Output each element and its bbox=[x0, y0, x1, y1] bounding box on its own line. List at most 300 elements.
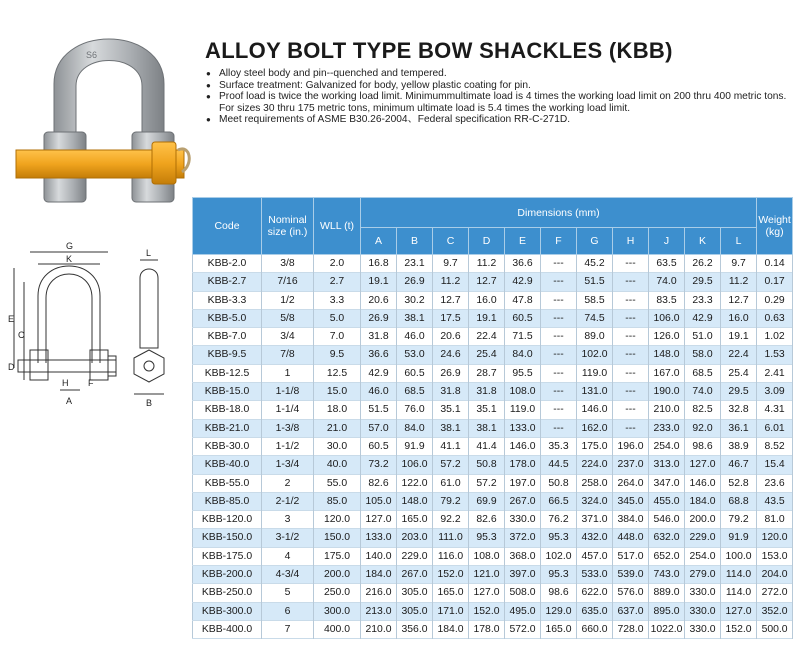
table-cell: 38.1 bbox=[397, 309, 433, 327]
feature-item: ● Alloy steel body and pin--quenched and tempered. bbox=[217, 68, 797, 80]
table-cell: 16.8 bbox=[361, 255, 397, 273]
table-cell: 1/2 bbox=[262, 291, 314, 309]
table-cell: 400.0 bbox=[314, 620, 361, 638]
cell-code: KBB-7.0 bbox=[193, 328, 262, 346]
table-row bbox=[193, 309, 793, 327]
table-cell: 347.0 bbox=[649, 474, 685, 492]
table-cell: 432.0 bbox=[577, 529, 613, 547]
table-cell: 133.0 bbox=[361, 529, 397, 547]
table-cell: 11.2 bbox=[469, 255, 505, 273]
table-cell: 79.2 bbox=[721, 511, 757, 529]
table-cell: 250.0 bbox=[314, 584, 361, 602]
table-row bbox=[193, 328, 793, 346]
table-cell: 1.02 bbox=[757, 328, 793, 346]
table-cell: 330.0 bbox=[685, 584, 721, 602]
table-cell: 150.0 bbox=[314, 529, 361, 547]
table-cell: 84.0 bbox=[397, 419, 433, 437]
table-cell: 66.5 bbox=[541, 492, 577, 510]
cell-code: KBB-5.0 bbox=[193, 309, 262, 327]
table-row bbox=[193, 529, 793, 547]
table-cell: 146.0 bbox=[505, 437, 541, 455]
table-cell: --- bbox=[613, 291, 649, 309]
table-cell: 622.0 bbox=[577, 584, 613, 602]
table-cell: 95.5 bbox=[505, 364, 541, 382]
shackle-photo bbox=[14, 14, 200, 204]
table-row bbox=[193, 437, 793, 455]
header-dim-c: C bbox=[433, 228, 469, 255]
table-cell: 41.4 bbox=[469, 437, 505, 455]
table-cell: 24.6 bbox=[433, 346, 469, 364]
table-cell: 572.0 bbox=[505, 620, 541, 638]
table-cell: 16.0 bbox=[469, 291, 505, 309]
table-cell: --- bbox=[541, 273, 577, 291]
header-dim-j: J bbox=[649, 228, 685, 255]
table-cell: 116.0 bbox=[433, 547, 469, 565]
table-cell: 7/8 bbox=[262, 346, 314, 364]
table-cell: 105.0 bbox=[361, 492, 397, 510]
table-cell: 129.0 bbox=[541, 602, 577, 620]
table-cell: 11.2 bbox=[721, 273, 757, 291]
table-cell: 41.1 bbox=[433, 437, 469, 455]
table-cell: 38.9 bbox=[721, 437, 757, 455]
table-cell: 52.8 bbox=[721, 474, 757, 492]
table-cell: --- bbox=[541, 255, 577, 273]
cell-code: KBB-18.0 bbox=[193, 401, 262, 419]
table-cell: 3/4 bbox=[262, 328, 314, 346]
shackle-marking: S6 bbox=[86, 50, 98, 60]
table-cell: 31.8 bbox=[433, 383, 469, 401]
table-cell: --- bbox=[613, 255, 649, 273]
table-cell: 330.0 bbox=[685, 620, 721, 638]
table-cell: 40.0 bbox=[314, 456, 361, 474]
table-cell: 305.0 bbox=[397, 602, 433, 620]
table-cell: 92.0 bbox=[685, 419, 721, 437]
table-cell: 122.0 bbox=[397, 474, 433, 492]
table-cell: 229.0 bbox=[397, 547, 433, 565]
table-cell: 79.2 bbox=[433, 492, 469, 510]
label-b: B bbox=[146, 398, 153, 408]
table-cell: 175.0 bbox=[314, 547, 361, 565]
table-cell: 184.0 bbox=[685, 492, 721, 510]
table-cell: 324.0 bbox=[577, 492, 613, 510]
table-cell: 100.0 bbox=[721, 547, 757, 565]
table-cell: 371.0 bbox=[577, 511, 613, 529]
table-cell: 63.5 bbox=[649, 255, 685, 273]
table-cell: 533.0 bbox=[577, 566, 613, 584]
table-cell: 12.5 bbox=[314, 364, 361, 382]
table-cell: 51.5 bbox=[577, 273, 613, 291]
cell-code: KBB-85.0 bbox=[193, 492, 262, 510]
table-cell: 114.0 bbox=[721, 566, 757, 584]
header-weight bbox=[757, 198, 793, 255]
table-cell: 45.2 bbox=[577, 255, 613, 273]
table-cell: 3.09 bbox=[757, 383, 793, 401]
table-cell: 26.9 bbox=[361, 309, 397, 327]
table-cell: 210.0 bbox=[361, 620, 397, 638]
table-cell: 368.0 bbox=[505, 547, 541, 565]
table-cell: 20.6 bbox=[433, 328, 469, 346]
table-cell: --- bbox=[613, 419, 649, 437]
table-cell: 25.4 bbox=[469, 346, 505, 364]
table-cell: 313.0 bbox=[649, 456, 685, 474]
table-cell: 76.0 bbox=[397, 401, 433, 419]
table-cell: 22.4 bbox=[469, 328, 505, 346]
table-cell: 743.0 bbox=[649, 566, 685, 584]
table-cell: 153.0 bbox=[757, 547, 793, 565]
table-cell: --- bbox=[613, 328, 649, 346]
table-cell: 190.0 bbox=[649, 383, 685, 401]
table-cell: 1 bbox=[262, 364, 314, 382]
table-cell: 267.0 bbox=[397, 566, 433, 584]
table-cell: 108.0 bbox=[505, 383, 541, 401]
table-cell: 3.3 bbox=[314, 291, 361, 309]
table-row bbox=[193, 492, 793, 510]
table-cell: 26.2 bbox=[685, 255, 721, 273]
cell-code: KBB-150.0 bbox=[193, 529, 262, 547]
table-cell: --- bbox=[541, 309, 577, 327]
table-cell: 23.3 bbox=[685, 291, 721, 309]
cell-code: KBB-15.0 bbox=[193, 383, 262, 401]
table-cell: --- bbox=[541, 419, 577, 437]
table-cell: 15.4 bbox=[757, 456, 793, 474]
table-cell: 196.0 bbox=[613, 437, 649, 455]
cell-code: KBB-2.0 bbox=[193, 255, 262, 273]
table-cell: 114.0 bbox=[721, 584, 757, 602]
table-row bbox=[193, 474, 793, 492]
table-cell: 82.5 bbox=[685, 401, 721, 419]
table-cell: 36.1 bbox=[721, 419, 757, 437]
header-dim-a: A bbox=[361, 228, 397, 255]
feature-list bbox=[205, 68, 797, 126]
table-cell: 12.7 bbox=[721, 291, 757, 309]
table-cell: 58.5 bbox=[577, 291, 613, 309]
table-cell: 102.0 bbox=[541, 547, 577, 565]
cell-code: KBB-9.5 bbox=[193, 346, 262, 364]
table-cell: 148.0 bbox=[397, 492, 433, 510]
table-cell: 5 bbox=[262, 584, 314, 602]
feature-item: ● Proof load is twice the working load limit. Minimummultimate load is 4 times the working load limit on 200 thru 400 metric tons. For sizes 30 thru 175 metric tons, minimum ultimate load is 5.4 times the working load limit. bbox=[217, 91, 797, 114]
table-cell: 895.0 bbox=[649, 602, 685, 620]
table-row bbox=[193, 547, 793, 565]
table-row bbox=[193, 620, 793, 638]
table-cell: 175.0 bbox=[577, 437, 613, 455]
table-cell: 8.52 bbox=[757, 437, 793, 455]
table-cell: 233.0 bbox=[649, 419, 685, 437]
table-cell: --- bbox=[613, 309, 649, 327]
table-cell: 20.6 bbox=[361, 291, 397, 309]
table-cell: 254.0 bbox=[685, 547, 721, 565]
table-cell: 11.2 bbox=[433, 273, 469, 291]
table-cell: 200.0 bbox=[314, 566, 361, 584]
table-cell: --- bbox=[613, 273, 649, 291]
table-cell: 448.0 bbox=[613, 529, 649, 547]
table-cell: 51.5 bbox=[361, 401, 397, 419]
table-cell: 1022.0 bbox=[649, 620, 685, 638]
table-cell: 178.0 bbox=[469, 620, 505, 638]
table-cell: 148.0 bbox=[649, 346, 685, 364]
table-cell: 5.0 bbox=[314, 309, 361, 327]
table-row bbox=[193, 383, 793, 401]
table-cell: 60.5 bbox=[505, 309, 541, 327]
table-cell: 165.0 bbox=[397, 511, 433, 529]
table-cell: 2.0 bbox=[314, 255, 361, 273]
table-cell: 38.1 bbox=[433, 419, 469, 437]
table-cell: 35.1 bbox=[433, 401, 469, 419]
cell-code: KBB-250.0 bbox=[193, 584, 262, 602]
label-k: K bbox=[66, 254, 73, 264]
table-cell: 76.2 bbox=[541, 511, 577, 529]
table-cell: 0.29 bbox=[757, 291, 793, 309]
table-cell: 546.0 bbox=[649, 511, 685, 529]
table-cell: 517.0 bbox=[613, 547, 649, 565]
table-cell: 216.0 bbox=[361, 584, 397, 602]
table-cell: 146.0 bbox=[577, 401, 613, 419]
label-g: G bbox=[66, 241, 74, 251]
side-view-outline bbox=[140, 269, 158, 348]
label-d: D bbox=[8, 362, 15, 372]
table-cell: 576.0 bbox=[613, 584, 649, 602]
dimension-drawing bbox=[0, 238, 190, 438]
table-cell: 23.6 bbox=[757, 474, 793, 492]
table-cell: 9.7 bbox=[433, 255, 469, 273]
header-code: Code bbox=[193, 198, 262, 255]
table-row bbox=[193, 273, 793, 291]
table-cell: 127.0 bbox=[469, 584, 505, 602]
table-cell: 264.0 bbox=[613, 474, 649, 492]
table-cell: 1-3/8 bbox=[262, 419, 314, 437]
table-cell: 26.9 bbox=[397, 273, 433, 291]
table-cell: 57.2 bbox=[469, 474, 505, 492]
table-cell: 61.0 bbox=[433, 474, 469, 492]
table-cell: 47.8 bbox=[505, 291, 541, 309]
table-cell: 120.0 bbox=[757, 529, 793, 547]
table-cell: 102.0 bbox=[577, 346, 613, 364]
feature-item: ● Meet requirements of ASME B30.26-2004、Federal specification RR-C-271D. bbox=[217, 114, 797, 126]
table-cell: 23.1 bbox=[397, 255, 433, 273]
table-cell: 0.17 bbox=[757, 273, 793, 291]
table-cell: 119.0 bbox=[505, 401, 541, 419]
table-cell: 372.0 bbox=[505, 529, 541, 547]
table-cell: 126.0 bbox=[649, 328, 685, 346]
table-cell: 330.0 bbox=[505, 511, 541, 529]
table-cell: 4 bbox=[262, 547, 314, 565]
table-cell: --- bbox=[541, 346, 577, 364]
cell-code: KBB-175.0 bbox=[193, 547, 262, 565]
table-cell: 3/8 bbox=[262, 255, 314, 273]
table-cell: 36.6 bbox=[361, 346, 397, 364]
label-c: C bbox=[18, 330, 25, 340]
table-row bbox=[193, 511, 793, 529]
table-cell: 55.0 bbox=[314, 474, 361, 492]
table-cell: 1-3/4 bbox=[262, 456, 314, 474]
table-cell: 31.8 bbox=[361, 328, 397, 346]
table-cell: 28.7 bbox=[469, 364, 505, 382]
cell-code: KBB-12.5 bbox=[193, 364, 262, 382]
table-cell: 108.0 bbox=[469, 547, 505, 565]
table-cell: 74.0 bbox=[685, 383, 721, 401]
table-cell: 42.9 bbox=[685, 309, 721, 327]
table-cell: 272.0 bbox=[757, 584, 793, 602]
table-row bbox=[193, 584, 793, 602]
table-cell: 46.0 bbox=[361, 383, 397, 401]
table-cell: 0.63 bbox=[757, 309, 793, 327]
table-cell: 30.0 bbox=[314, 437, 361, 455]
table-cell: 352.0 bbox=[757, 602, 793, 620]
table-cell: 91.9 bbox=[397, 437, 433, 455]
table-cell: 35.1 bbox=[469, 401, 505, 419]
table-cell: 165.0 bbox=[433, 584, 469, 602]
table-cell: 89.0 bbox=[577, 328, 613, 346]
table-cell: 60.5 bbox=[361, 437, 397, 455]
header-nominal-line2: size (in.) bbox=[267, 226, 308, 238]
front-view-outline bbox=[38, 266, 100, 363]
table-cell: 68.5 bbox=[397, 383, 433, 401]
cell-code: KBB-3.3 bbox=[193, 291, 262, 309]
table-cell: 889.0 bbox=[649, 584, 685, 602]
cell-code: KBB-30.0 bbox=[193, 437, 262, 455]
table-cell: 84.0 bbox=[505, 346, 541, 364]
table-cell: 57.0 bbox=[361, 419, 397, 437]
table-cell: 9.5 bbox=[314, 346, 361, 364]
cell-code: KBB-55.0 bbox=[193, 474, 262, 492]
table-cell: 68.5 bbox=[685, 364, 721, 382]
table-row bbox=[193, 419, 793, 437]
table-cell: 50.8 bbox=[541, 474, 577, 492]
table-cell: 146.0 bbox=[685, 474, 721, 492]
table-cell: 162.0 bbox=[577, 419, 613, 437]
table-cell: 19.1 bbox=[721, 328, 757, 346]
table-cell: 106.0 bbox=[649, 309, 685, 327]
table-row bbox=[193, 291, 793, 309]
header-nominal-size bbox=[262, 198, 314, 255]
table-cell: 1-1/2 bbox=[262, 437, 314, 455]
table-cell: 200.0 bbox=[685, 511, 721, 529]
table-row bbox=[193, 401, 793, 419]
spec-table-container bbox=[192, 197, 792, 639]
table-cell: 184.0 bbox=[361, 566, 397, 584]
header-dim-e: E bbox=[505, 228, 541, 255]
table-cell: 152.0 bbox=[433, 566, 469, 584]
table-cell: 127.0 bbox=[361, 511, 397, 529]
table-cell: 5/8 bbox=[262, 309, 314, 327]
table-cell: 95.3 bbox=[541, 529, 577, 547]
cell-code: KBB-300.0 bbox=[193, 602, 262, 620]
table-cell: 1-1/8 bbox=[262, 383, 314, 401]
table-cell: 17.5 bbox=[433, 309, 469, 327]
table-cell: 356.0 bbox=[397, 620, 433, 638]
header-dim-d: D bbox=[469, 228, 505, 255]
label-a: A bbox=[66, 396, 73, 406]
table-cell: 46.7 bbox=[721, 456, 757, 474]
table-cell: 133.0 bbox=[505, 419, 541, 437]
table-cell: --- bbox=[613, 401, 649, 419]
label-e: E bbox=[8, 314, 15, 324]
table-cell: 35.3 bbox=[541, 437, 577, 455]
table-cell: 495.0 bbox=[505, 602, 541, 620]
table-cell: 58.0 bbox=[685, 346, 721, 364]
table-cell: 26.9 bbox=[433, 364, 469, 382]
table-cell: 71.5 bbox=[505, 328, 541, 346]
table-cell: 131.0 bbox=[577, 383, 613, 401]
table-cell: 224.0 bbox=[577, 456, 613, 474]
table-row bbox=[193, 566, 793, 584]
table-cell: 455.0 bbox=[649, 492, 685, 510]
label-l: L bbox=[146, 248, 152, 258]
table-cell: 237.0 bbox=[613, 456, 649, 474]
header-dim-k: K bbox=[685, 228, 721, 255]
table-cell: 632.0 bbox=[649, 529, 685, 547]
table-cell: 74.0 bbox=[649, 273, 685, 291]
table-cell: 106.0 bbox=[397, 456, 433, 474]
table-cell: 2 bbox=[262, 474, 314, 492]
table-cell: 457.0 bbox=[577, 547, 613, 565]
table-cell: 152.0 bbox=[721, 620, 757, 638]
table-cell: 98.6 bbox=[541, 584, 577, 602]
header-dim-h: H bbox=[613, 228, 649, 255]
table-cell: 127.0 bbox=[721, 602, 757, 620]
table-cell: 127.0 bbox=[685, 456, 721, 474]
table-cell: 92.2 bbox=[433, 511, 469, 529]
table-cell: 82.6 bbox=[361, 474, 397, 492]
header-weight-line1: Weight bbox=[758, 214, 791, 226]
table-row bbox=[193, 255, 793, 273]
header-weight-line2: (kg) bbox=[765, 226, 784, 238]
shackle-bow bbox=[54, 39, 164, 144]
table-cell: 43.5 bbox=[757, 492, 793, 510]
header-dimensions: Dimensions (mm) bbox=[361, 198, 757, 228]
label-f: F bbox=[88, 378, 94, 388]
table-cell: 152.0 bbox=[469, 602, 505, 620]
table-cell: 6 bbox=[262, 602, 314, 620]
header-wll: WLL (t) bbox=[314, 198, 361, 255]
table-cell: 660.0 bbox=[577, 620, 613, 638]
table-cell: 500.0 bbox=[757, 620, 793, 638]
table-cell: 2.7 bbox=[314, 273, 361, 291]
table-cell: 305.0 bbox=[397, 584, 433, 602]
cell-code: KBB-40.0 bbox=[193, 456, 262, 474]
header-dim-f: F bbox=[541, 228, 577, 255]
table-cell: 121.0 bbox=[469, 566, 505, 584]
table-cell: 203.0 bbox=[397, 529, 433, 547]
table-cell: 46.0 bbox=[397, 328, 433, 346]
table-row bbox=[193, 602, 793, 620]
table-cell: 140.0 bbox=[361, 547, 397, 565]
table-cell: 1.53 bbox=[757, 346, 793, 364]
cell-code: KBB-2.7 bbox=[193, 273, 262, 291]
table-cell: 2-1/2 bbox=[262, 492, 314, 510]
table-cell: 50.8 bbox=[469, 456, 505, 474]
table-cell: 7/16 bbox=[262, 273, 314, 291]
table-cell: 258.0 bbox=[577, 474, 613, 492]
table-cell: 728.0 bbox=[613, 620, 649, 638]
table-cell: 51.0 bbox=[685, 328, 721, 346]
table-cell: 384.0 bbox=[613, 511, 649, 529]
table-cell: 111.0 bbox=[433, 529, 469, 547]
table-cell: 197.0 bbox=[505, 474, 541, 492]
table-cell: 15.0 bbox=[314, 383, 361, 401]
shackle-nut bbox=[152, 142, 176, 184]
table-cell: 32.8 bbox=[721, 401, 757, 419]
table-cell: 42.9 bbox=[505, 273, 541, 291]
table-cell: 95.3 bbox=[541, 566, 577, 584]
table-cell: 73.2 bbox=[361, 456, 397, 474]
header-dim-g: G bbox=[577, 228, 613, 255]
table-cell: 229.0 bbox=[685, 529, 721, 547]
table-cell: 4.31 bbox=[757, 401, 793, 419]
table-cell: 98.6 bbox=[685, 437, 721, 455]
table-cell: 120.0 bbox=[314, 511, 361, 529]
spec-table bbox=[192, 197, 793, 639]
